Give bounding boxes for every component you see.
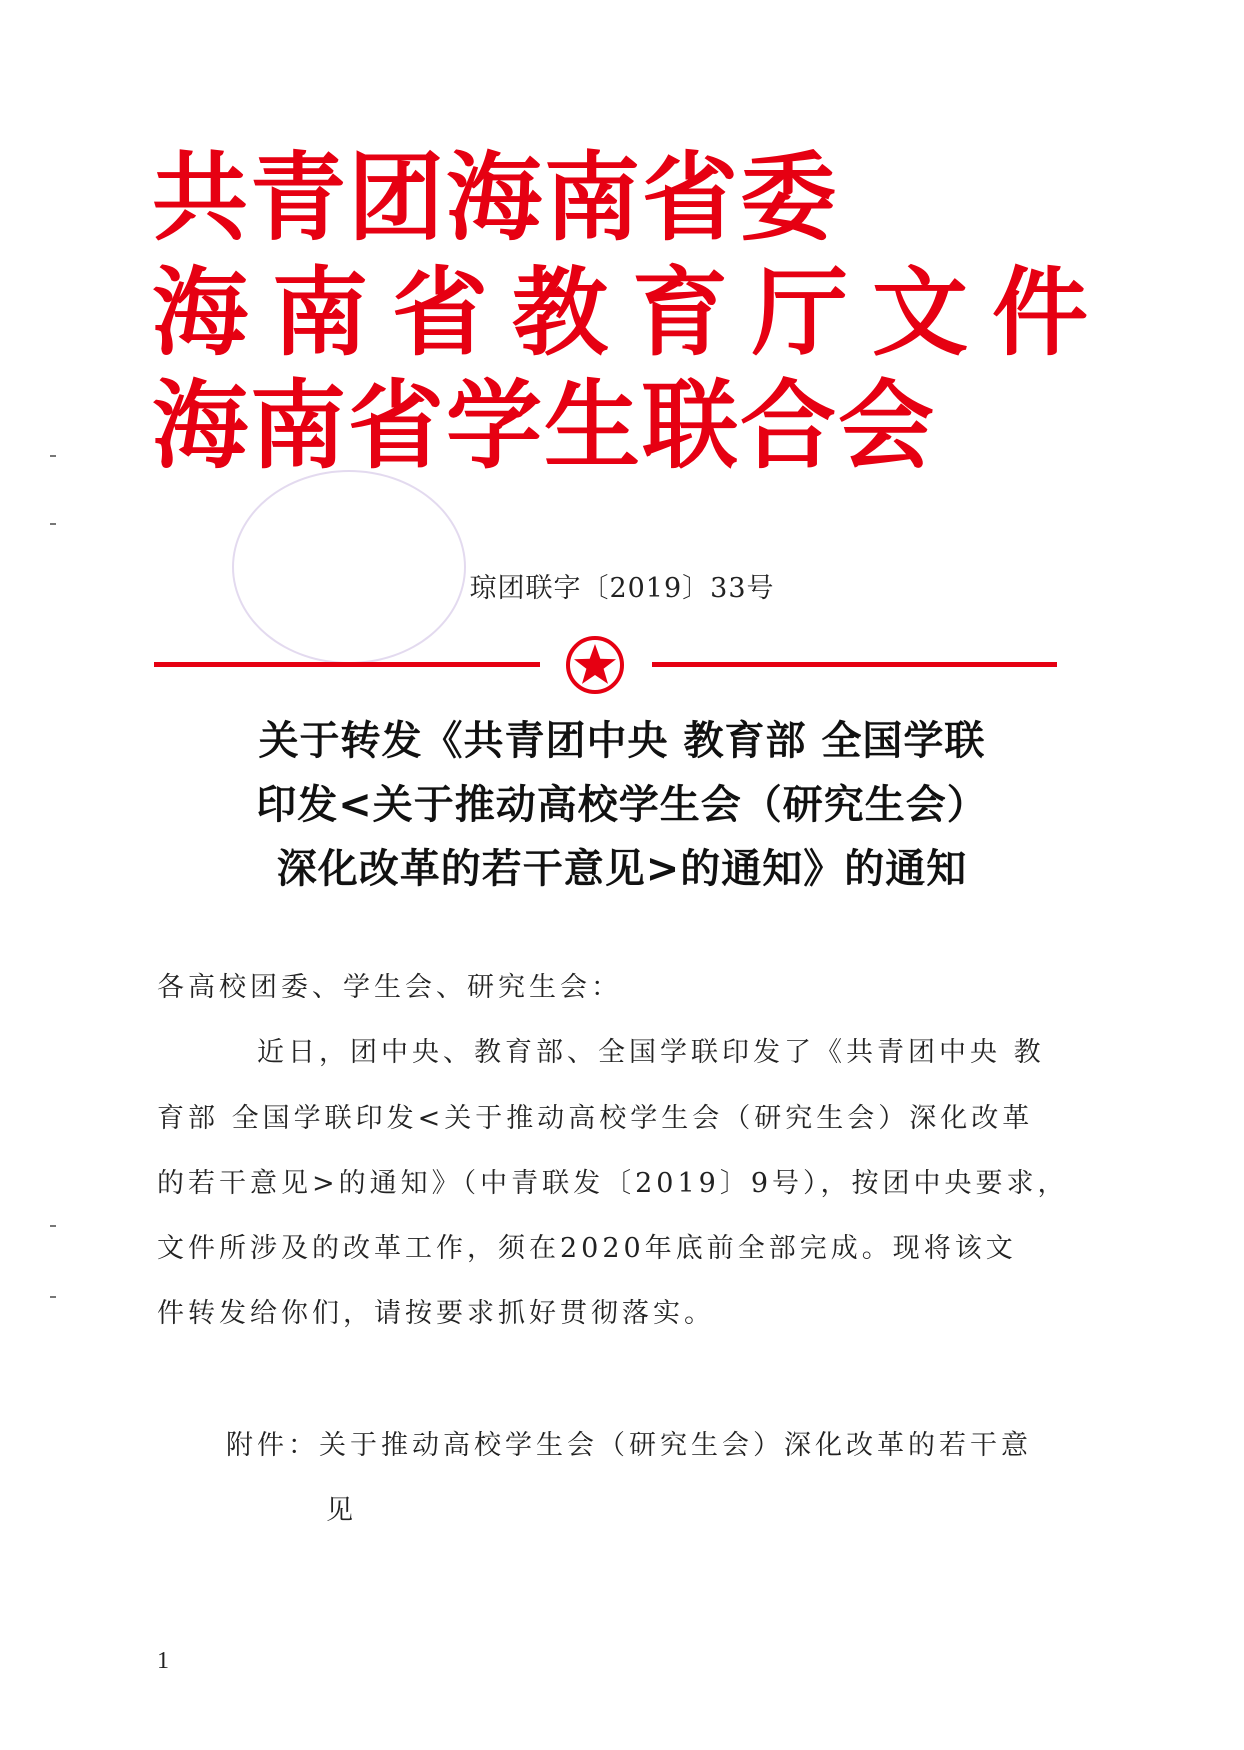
title-line-3: 深化改革的若干意见>的通知》的通知	[276, 846, 968, 892]
salutation: 各高校团委、学生会、研究生会：	[157, 972, 622, 1003]
title-line-2: 印发<关于推动高校学生会（研究生会）	[256, 782, 988, 828]
document-number: 琼团联字〔2019〕33号	[469, 573, 775, 604]
scan-mark	[50, 523, 56, 525]
page-number: 1	[157, 1648, 169, 1674]
header-org-line-1: 共青团海南省委	[152, 142, 838, 254]
header-org-line-3: 海南省学生联合会	[152, 370, 936, 482]
body-line-3: 的若干意见>的通知》（中青联发〔2019〕9号），按团中央要求，	[157, 1168, 1069, 1199]
red-star-icon	[565, 635, 625, 695]
scan-mark	[50, 1225, 56, 1227]
body-line-1: 近日，团中央、教育部、全国学联印发了《共青团中央 教	[257, 1037, 1045, 1068]
scan-mark	[50, 455, 56, 457]
attachment-line-1: 附件：关于推动高校学生会（研究生会）深化改革的若干意	[226, 1430, 1032, 1461]
red-rule-right	[652, 662, 1057, 667]
red-rule-left	[154, 662, 540, 667]
attachment-line-2: 见	[326, 1495, 357, 1526]
scan-mark	[50, 1296, 56, 1298]
body-line-4: 文件所涉及的改革工作，须在2020年底前全部完成。现将该文	[157, 1233, 1017, 1264]
body-line-5: 件转发给你们，请按要求抓好贯彻落实。	[157, 1298, 715, 1329]
header-org-line-2: 海南省教育厅文件	[152, 257, 1112, 369]
title-line-1: 关于转发《共青团中央 教育部 全国学联	[258, 718, 986, 764]
body-line-2: 育部 全国学联印发<关于推动高校学生会（研究生会）深化改革	[157, 1103, 1034, 1134]
